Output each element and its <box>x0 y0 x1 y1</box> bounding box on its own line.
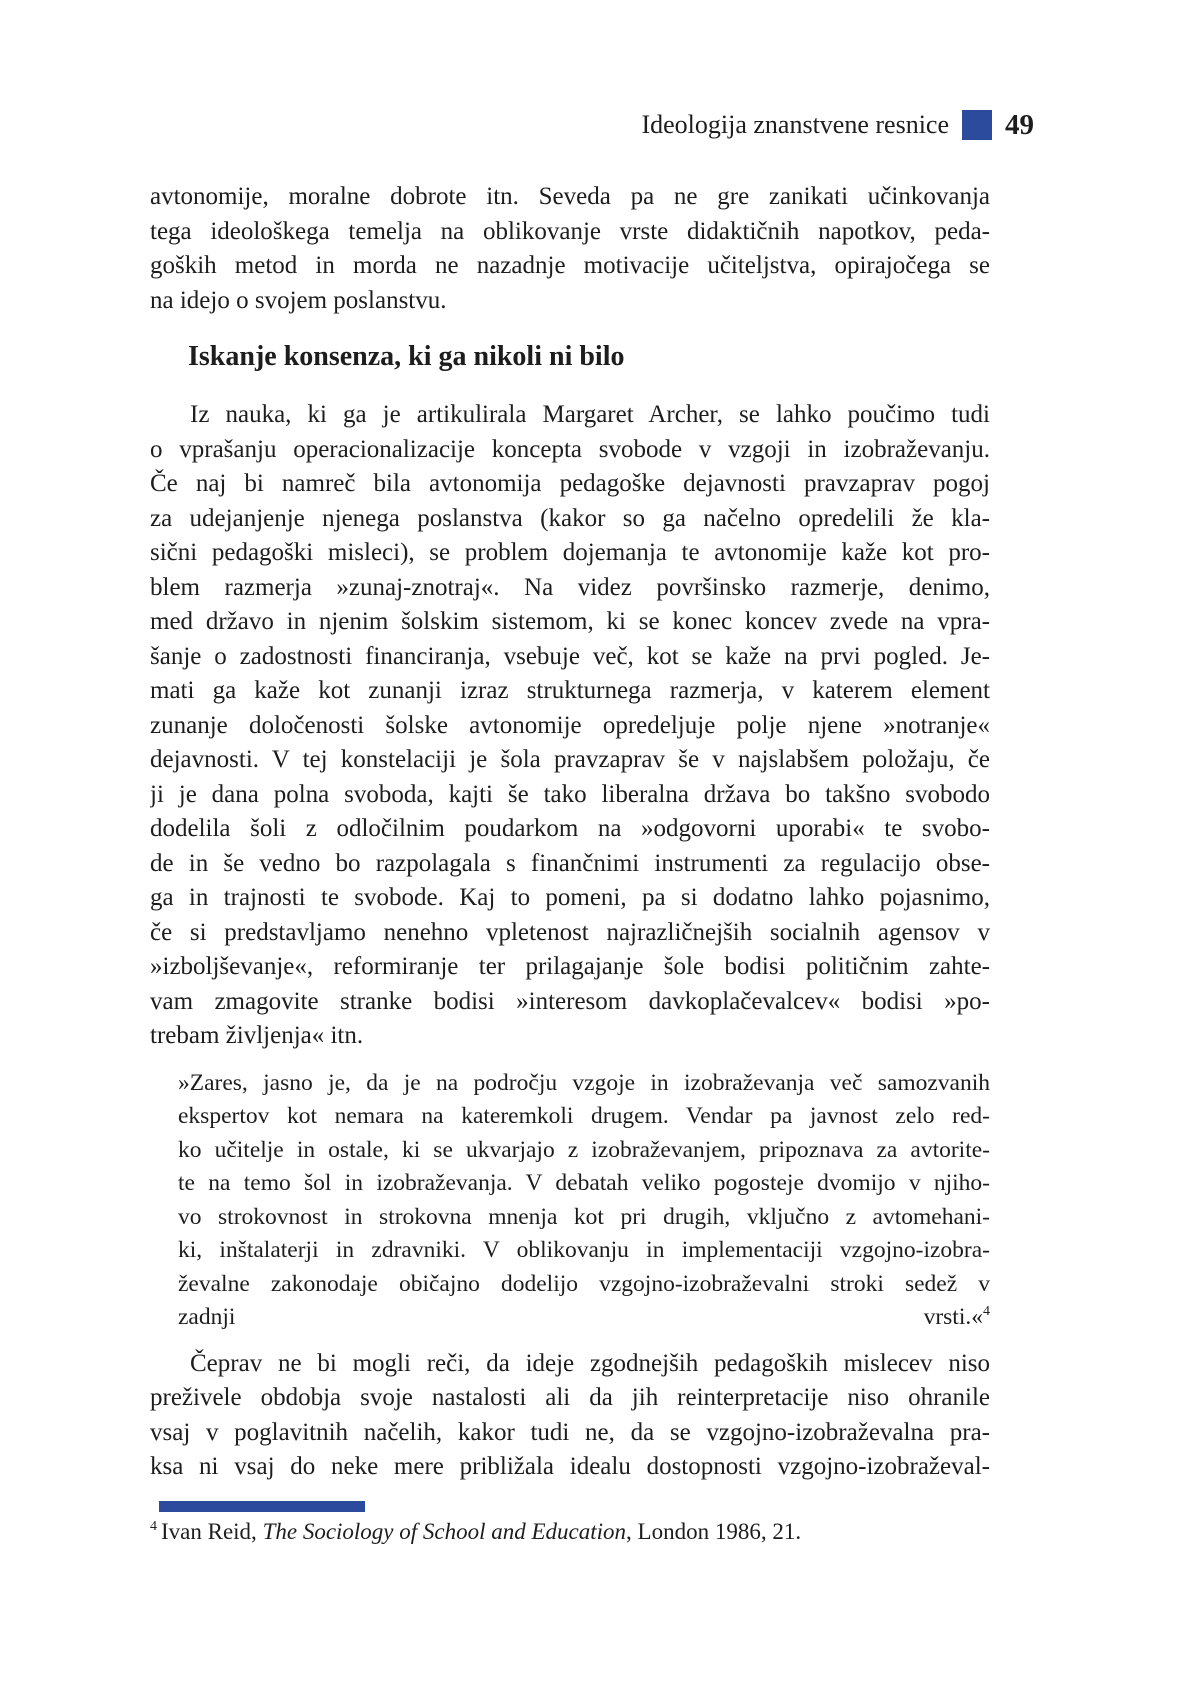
text-line: vo strokovnost in strokovna mnenja kot pri drugih, vključno z avtomehani- <box>178 1203 990 1230</box>
block-quote-last-text: zadnji vrsti.« <box>178 1304 983 1331</box>
text-line: vam zmagovite stranke bodisi »interesom davkoplačevalcev« bodisi »po- <box>150 987 990 1015</box>
text-line: o vprašanju operacionalizacije koncepta svobode v vzgoji in izobraževanju. <box>150 435 990 463</box>
footnote-marker: 4 <box>150 1519 157 1535</box>
block-quote-last-line <box>178 1301 990 1335</box>
text-line: za udejanjenje njenega poslanstva (kakor so ga načelno opredelili že kla- <box>150 504 990 532</box>
text-line: tega ideološkega temelja na oblikovanje vrste didaktičnih napotkov, peda- <box>150 217 990 245</box>
text-line: med državo in njenim šolskim sistemom, ki se konec koncev zvede na vpra- <box>150 608 990 636</box>
text-line: dejavnosti. V tej konstelaciji je šola pravzaprav še v najslabšem položaju, če <box>150 746 990 774</box>
text-line: trebam življenja« itn. <box>150 1022 364 1050</box>
section-heading: Iskanje konsenza, ki ga nikoli ni bilo <box>188 341 625 372</box>
footnote-rule <box>159 1501 365 1512</box>
footnote-reference: 4 <box>983 1304 990 1320</box>
block-quote-lines <box>178 1067 990 1302</box>
text-line: šanje o zadostnosti financiranja, vsebuje več, kot se kaže na prvi pogled. Je- <box>150 642 990 670</box>
text-line: avtonomije, moralne dobrote itn. Seveda pa ne gre zanikati učinkovanja <box>150 183 990 210</box>
header-square-marker <box>962 110 992 140</box>
closing-paragraph <box>150 1347 990 1485</box>
text-line: Če naj bi namreč bila avtonomija pedagoške dejavnosti pravzaprav pogoj <box>150 470 990 498</box>
text-line: ki, inštalaterji in zdravniki. V oblikovanju in implementaciji vzgojno-izobra- <box>178 1237 990 1264</box>
text-line: blem razmerja »zunaj-znotraj«. Na videz površinsko razmerje, denimo, <box>150 573 990 601</box>
running-title: Ideologija znanstvene resnice <box>641 110 949 139</box>
text-line: Iz nauka, ki ga je artikulirala Margaret Archer, se lahko poučimo tudi <box>190 401 990 429</box>
text-line: de in še vedno bo razpolagala s finančnimi instrumenti za regulacijo obse- <box>150 849 990 877</box>
footnote-author: Ivan Reid, <box>161 1518 263 1544</box>
text-line: ji je dana polna svoboda, kajti še tako liberalna država bo takšno svobodo <box>150 780 990 808</box>
page-header <box>150 0 1034 140</box>
text-line: »izboljševanje«, reformiranje ter prilagajanje šole bodisi političnim zahte- <box>150 953 990 981</box>
footnote-book-title: The Sociology of School and Education <box>262 1518 627 1544</box>
text-line: dodelila šoli z odločilnim poudarkom na »odgovorni uporabi« te svobo- <box>150 815 990 843</box>
text-line: na idejo o svojem poslanstvu. <box>150 286 447 314</box>
text-line: Čeprav ne bi mogli reči, da ideje zgodnejših pedagoških mislecev niso <box>190 1349 990 1377</box>
text-line: ksa ni vsaj do neke mere približala idealu dostopnosti vzgojno-izobraževal- <box>150 1453 990 1481</box>
text-line: goških metod in morda ne nazadnje motivacije učiteljstva, opirajočega se <box>150 252 990 279</box>
footnote <box>150 1518 990 1546</box>
main-paragraph <box>150 398 990 1054</box>
text-line: mati ga kaže kot zunanji izraz strukturnega razmerja, v katerem element <box>150 677 990 705</box>
page-number: 49 <box>1005 109 1034 141</box>
text-line: ževalne zakonodaje običajno dodelijo vzgojno-izobraževalni stroki sedež v <box>178 1270 990 1297</box>
text-line: ekspertov kot nemara na kateremkoli drugem. Vendar pa javnost zelo red- <box>178 1103 990 1130</box>
continuation-paragraph <box>150 180 990 318</box>
text-line: ga in trajnosti te svobode. Kaj to pomeni, pa si dodatno lahko pojasnimo, <box>150 884 990 912</box>
page-content <box>150 0 1034 1546</box>
footnote-publication: , London 1986, 21. <box>626 1518 802 1544</box>
text-line: te na temo šol in izobraževanja. V debatah veliko pogosteje dvomijo v njiho- <box>178 1170 990 1197</box>
text-line: če si predstavljamo nenehno vpletenost najrazličnejših socialnih agensov v <box>150 918 990 946</box>
block-quote <box>178 1067 990 1335</box>
text-line: vsaj v poglavitnih načelih, kakor tudi ne, da se vzgojno-izobraževalna pra- <box>150 1418 990 1446</box>
text-line: ko učitelje in ostale, ki se ukvarjajo z izobraževanjem, pripoznava za avtorite- <box>178 1136 990 1163</box>
text-line: sični pedagoški misleci), se problem dojemanja te avtonomije kaže kot pro- <box>150 539 990 567</box>
text-line: »Zares, jasno je, da je na področju vzgoje in izobraževanja več samozvanih <box>178 1069 990 1096</box>
text-line: preživele obdobja svoje nastalosti ali da jih reinterpretacije niso ohranile <box>150 1384 990 1412</box>
text-line: zunanje določenosti šolske avtonomije opredeljuje polje njene »notranje« <box>150 711 990 739</box>
